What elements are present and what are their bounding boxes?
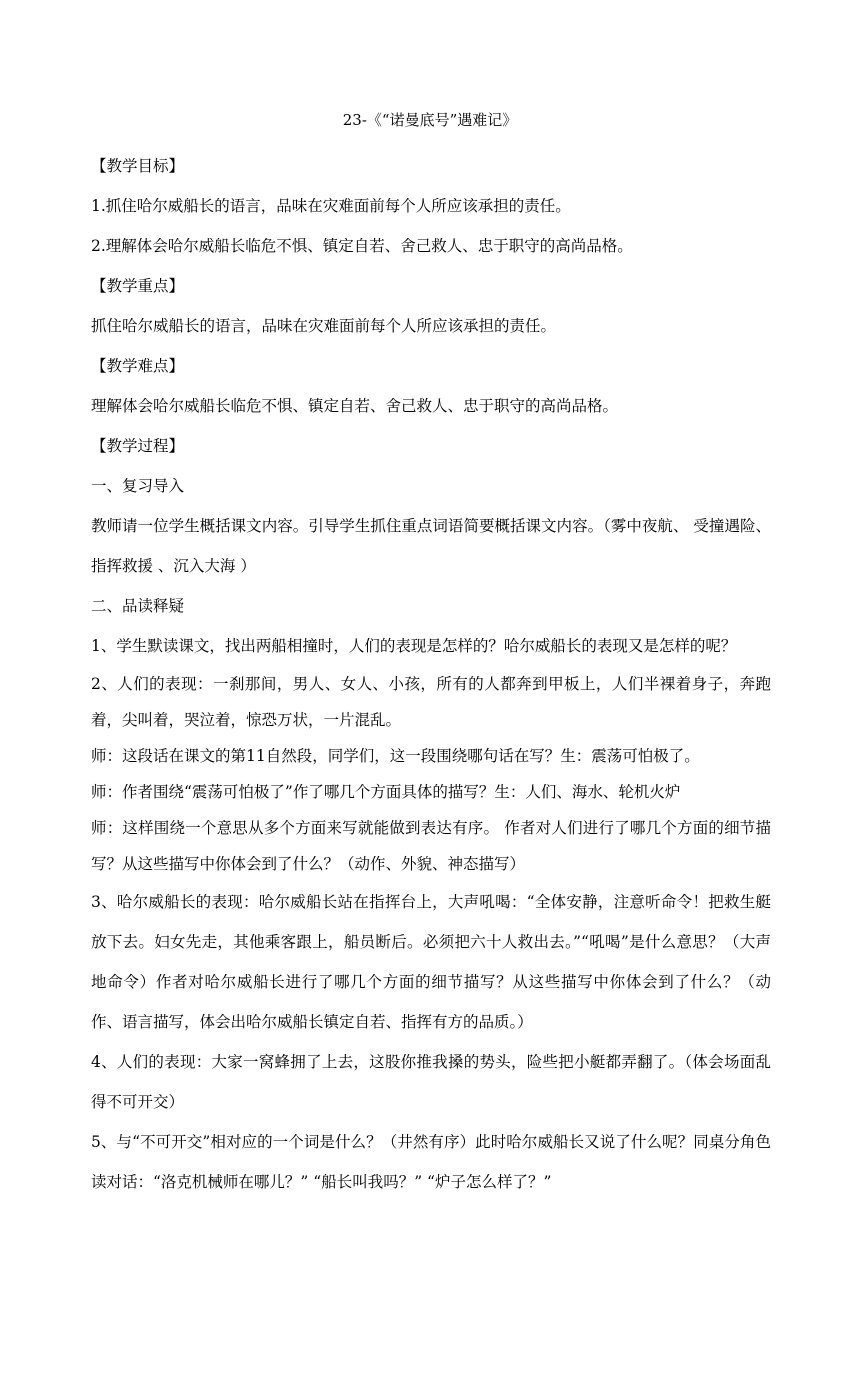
section-heading-objectives: 【教学目标】 xyxy=(91,157,185,175)
objective-item: 2.理解体会哈尔威船长临危不惧、镇定自若、舍己救人、忠于职守的高尚品格。 xyxy=(91,237,633,255)
subsection-heading: 二、品读释疑 xyxy=(91,597,185,615)
body-paragraph: 师：这段话在课文的第11自然段，同学们，这一段围绕哪句话在写？生：震荡可怕极了。 xyxy=(91,747,700,765)
body-paragraph: 4、人们的表现：大家一窝蜂拥了上去，这股你推我搡的势头，险些把小艇都弄翻了。（体会场面乱得不可开交） xyxy=(91,1053,771,1111)
body-paragraph: 5、与“不可开交”相对应的一个词是什么？（井然有序）此时哈尔威船长又说了什么呢？同桌分角色读对话：“洛克机械师在哪儿？” “船长叫我吗？” “炉子怎么样了？” xyxy=(91,1133,771,1191)
section-heading-process: 【教学过程】 xyxy=(91,437,185,455)
objective-item: 1.抓住哈尔威船长的语言，品味在灾难面前每个人所应该承担的责任。 xyxy=(91,197,571,215)
document-title: 23-《“诺曼底号”遇难记》 xyxy=(342,111,518,129)
key-point-text: 抓住哈尔威船长的语言，品味在灾难面前每个人所应该承担的责任。 xyxy=(91,317,557,335)
subsection-heading: 一、复习导入 xyxy=(91,477,185,495)
body-paragraph: 师：作者围绕“震荡可怕极了”作了哪几个方面具体的描写？生：人们、海水、轮机火炉 xyxy=(91,783,681,801)
section-heading-difficulties: 【教学难点】 xyxy=(91,357,185,375)
body-paragraph: 1、学生默读课文，找出两船相撞时，人们的表现是怎样的？哈尔威船长的表现又是怎样的呢？ xyxy=(91,637,737,655)
body-paragraph: 2、人们的表现：一刹那间，男人、女人、小孩，所有的人都奔到甲板上，人们半裸着身子，奔跑着，尖叫着，哭泣着，惊恐万状，一片混乱。 xyxy=(91,675,771,729)
difficulty-text: 理解体会哈尔威船长临危不惧、镇定自若、舍己救人、忠于职守的高尚品格。 xyxy=(91,397,619,415)
body-paragraph: 3、哈尔威船长的表现：哈尔威船长站在指挥台上，大声吼喝：“全体安静，注意听命令！把救生艇放下去。妇女先走，其他乘客跟上，船员断后。必须把六十人救出去。”“吼喝”是什么意思？（大声地命令）作者对哈尔威船长进行了哪几个方面的细节描写？从这些描写中你体会到了什么？（动作、语言描写，体会出哈尔威船长镇定自若、指挥有方的品质。） xyxy=(91,893,771,1031)
body-paragraph: 师：这样围绕一个意思从多个方面来写就能做到表达有序。 作者对人们进行了哪几个方面的细节描写？从这些描写中你体会到了什么？（动作、外貌、神态描写） xyxy=(91,819,771,873)
body-paragraph: 教师请一位学生概括课文内容。引导学生抓住重点词语简要概括课文内容。（雾中夜航、 受撞遇险、 指挥救援 、沉入大海 ） xyxy=(91,517,771,575)
section-heading-key-points: 【教学重点】 xyxy=(91,277,185,295)
document-body xyxy=(91,146,771,1202)
